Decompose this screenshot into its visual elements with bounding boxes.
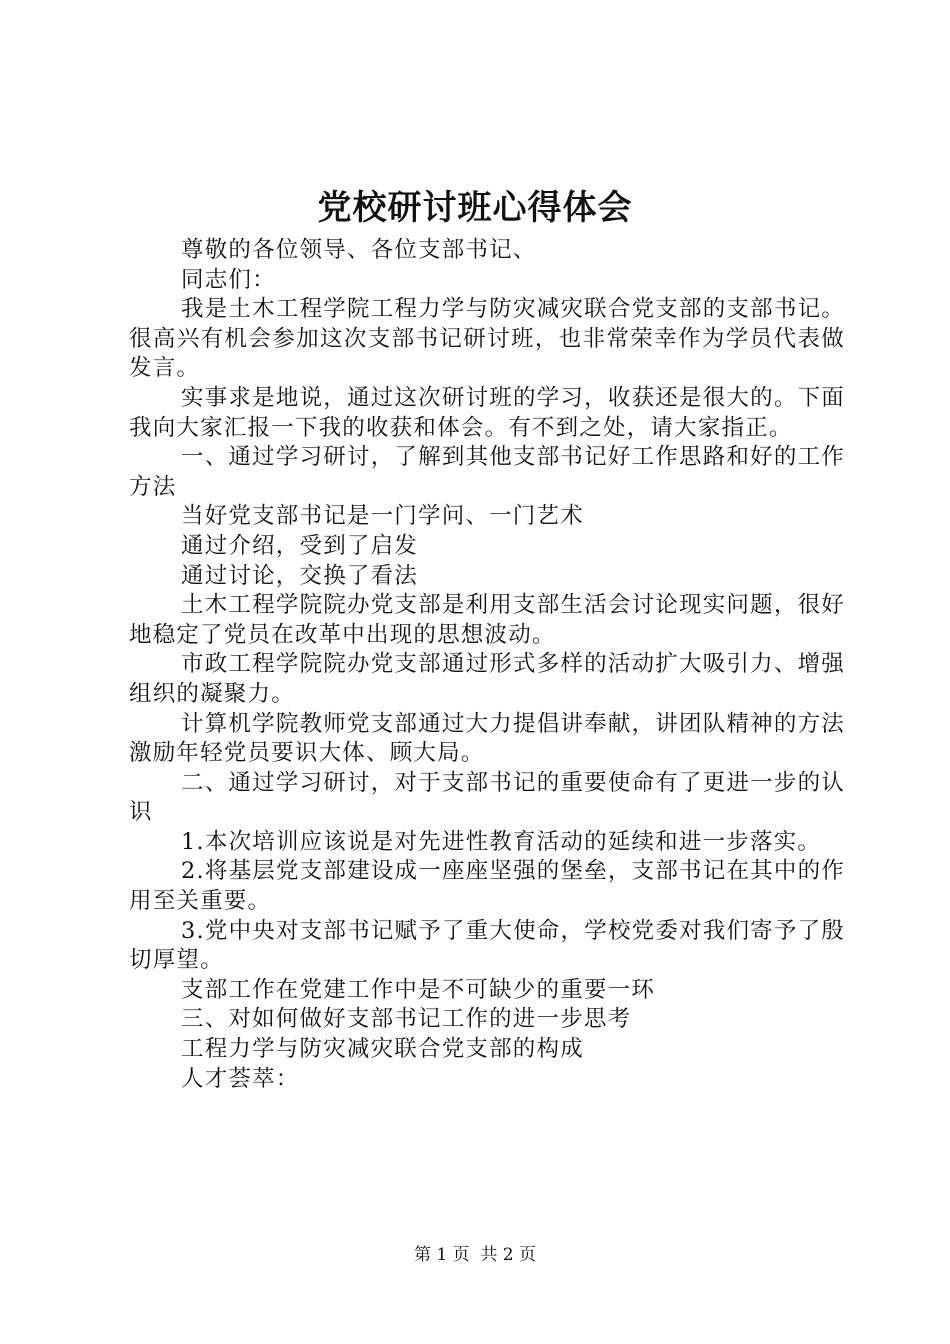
paragraph: 实事求是地说，通过这次研讨班的学习，收获还是很大的。下面我向大家汇报一下我的收获和体会。有不到之处，请大家指正。 [129, 384, 845, 441]
document-title: 党校研讨班心得体会 [317, 188, 633, 228]
paragraph: 计算机学院教师党支部通过大力提倡讲奉献，讲团队精神的方法激励年轻党员要识大体、顾大局。 [129, 710, 845, 767]
paragraph: 通过介绍，受到了启发 [181, 532, 419, 559]
list-item: 1.本次培训应该说是对先进性教育活动的延续和进一步落实。 [181, 828, 822, 855]
page-number: 第 1 页 共 2 页 [413, 1245, 537, 1265]
document-body [129, 236, 845, 1094]
paragraph: 工程力学与防灾减灾联合党支部的构成 [181, 1036, 584, 1063]
section-heading: 三、对如何做好支部书记工作的进一步思考 [181, 1006, 632, 1033]
list-item: 3.党中央对支部书记赋予了重大使命，学校党委对我们寄予了殷切厚望。 [129, 917, 845, 974]
paragraph: 人才荟萃： [181, 1065, 300, 1092]
paragraph: 我是土木工程学院工程力学与防灾减灾联合党支部的支部书记。很高兴有机会参加这次支部书记研讨班，也非常荣幸作为学员代表做发言。 [129, 296, 845, 382]
paragraph: 尊敬的各位领导、各位支部书记、 [181, 237, 537, 263]
section-heading: 二、通过学习研讨，对于支部书记的重要使命有了更进一步的认识 [129, 769, 845, 826]
paragraph: 支部工作在党建工作中是不可缺少的重要一环 [181, 976, 656, 1003]
section-heading: 一、通过学习研讨，了解到其他支部书记好工作思路和好的工作方法 [129, 444, 845, 500]
paragraph: 市政工程学院院办党支部通过形式多样的活动扩大吸引力、增强组织的凝聚力。 [129, 651, 845, 707]
page-footer [0, 1244, 950, 1266]
paragraph: 土木工程学院院办党支部是利用支部生活会讨论现实问题，很好地稳定了党员在改革中出现的思想波动。 [129, 592, 845, 648]
paragraph: 通过讨论，交换了看法 [181, 562, 419, 589]
paragraph: 同志们： [181, 266, 276, 293]
list-item: 2.将基层党支部建设成一座座坚强的堡垒，支部书记在其中的作用至关重要。 [129, 858, 845, 915]
paragraph: 当好党支部书记是一门学问、一门艺术 [181, 503, 584, 530]
